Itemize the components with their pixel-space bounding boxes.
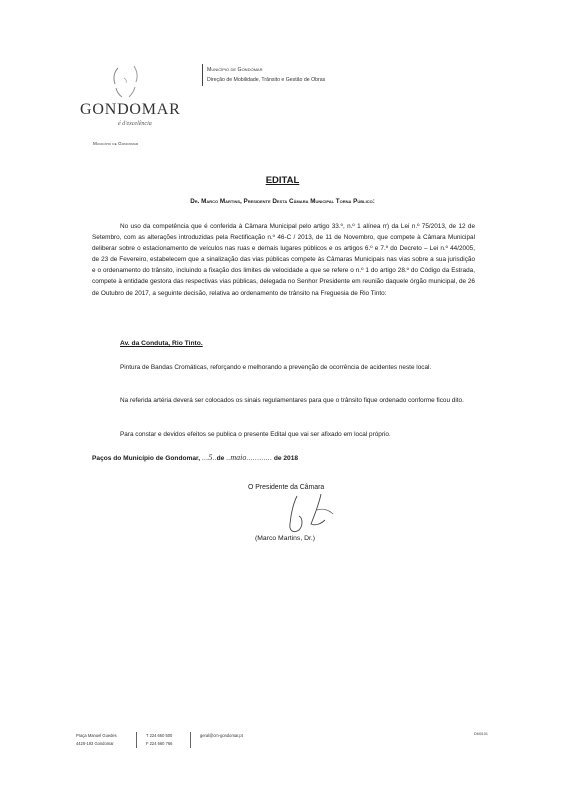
logo-tagline: é d'excelência [118,121,152,127]
footer-email: geral@cm-gondomar.pt [200,733,243,738]
closing-date-line: Paços do Município de Gondomar, ...5..de ..maio............ de 2018 [92,453,299,462]
closing-prefix: Paços do Município de Gondomar, [92,455,201,462]
closing-de-2: de [273,455,282,462]
footer-divider-1 [136,732,137,748]
paragraph-measure: Pintura de Bandas Cromáticas, reforçando e melhorando a prevenção de ocorrência de acidentes neste local. [120,364,432,371]
street-name: Av. da Conduta, Rio Tinto. [120,340,203,347]
paragraph-publication: Para constar e devidos efeitos se publica o presente Edital que vai ser afixado em local próprio. [120,431,391,438]
header-department: Direção de Mobilidade, Trânsito e Gestão de Obras [207,77,326,83]
signatory-name: (Marco Martins, Dr.) [255,535,316,542]
header-municipality: Município de Gondomar [207,67,263,73]
footer-divider-2 [190,732,191,748]
footer-document-code: DM0101 [474,732,488,736]
document-title: EDITAL [265,175,300,186]
president-title: O Presidente da Câmara [248,484,325,491]
closing-de-1: de [216,455,225,462]
logo-caption: Município de Gondomar [93,141,139,146]
footer-fax: F 224 660 766 [146,741,173,746]
handwritten-day: 5 [208,453,213,462]
handwritten-signature-icon [281,490,347,540]
closing-year: 2018 [283,455,299,462]
municipal-logo-mark-icon [96,62,156,102]
footer-address-line-1: Praça Manuel Guedes [76,733,117,738]
handwritten-month: maio [230,453,247,462]
header-divider [202,64,203,86]
intro-line: Dr. Marco Martins, Presidente Desta Câmara Municipal Torna Público: [190,198,375,205]
footer-address-line-2: 4420-193 Gondomar [76,741,114,746]
logo-wordmark: GONDOMAR [80,101,181,118]
paragraph-signs: Na referida artéria deverá ser colocados os sinais regulamentares para que o trânsito fique ordenado conforme ficou dito. [120,397,464,404]
paragraph-competence: No uso da competência que é conferida à Câmara Municipal pelo artigo 33.º, n.º 1 alínea rr) da Lei n.º 75/2013, de 12 de Setembro, com as alterações introduzidas pela Rectificação n.º 46-C / 2013, de 11 de Novembro, que compete à Câmara Municipal deliberar sobre o estacionamento de veículos nas ruas e demais lugares públicos e os artigos 6.º e 7.º do Decreto – Lei n.º 44/2005, de 23 de Fevereiro, estabelecem que a sinalização das vias públicas compete às Câmaras Municipais nas vias sobre a sua jurisdição e o ordenamento do trânsito, incluindo a fixação dos limites de velocidade a que se refere o n.º 1 do artigo 28.º do Código da Estrada, compete à entidade gestora das respectivas vias públicas, delegada no Senhor Presidente em reunião daquele órgão municipal, de 26 de Outubro de 2017, a seguinte decisão, relativa ao ordenamento de trânsito na Freguesia de Rio Tinto: [92,223,475,297]
footer-phone: T 224 660 500 [146,733,173,738]
